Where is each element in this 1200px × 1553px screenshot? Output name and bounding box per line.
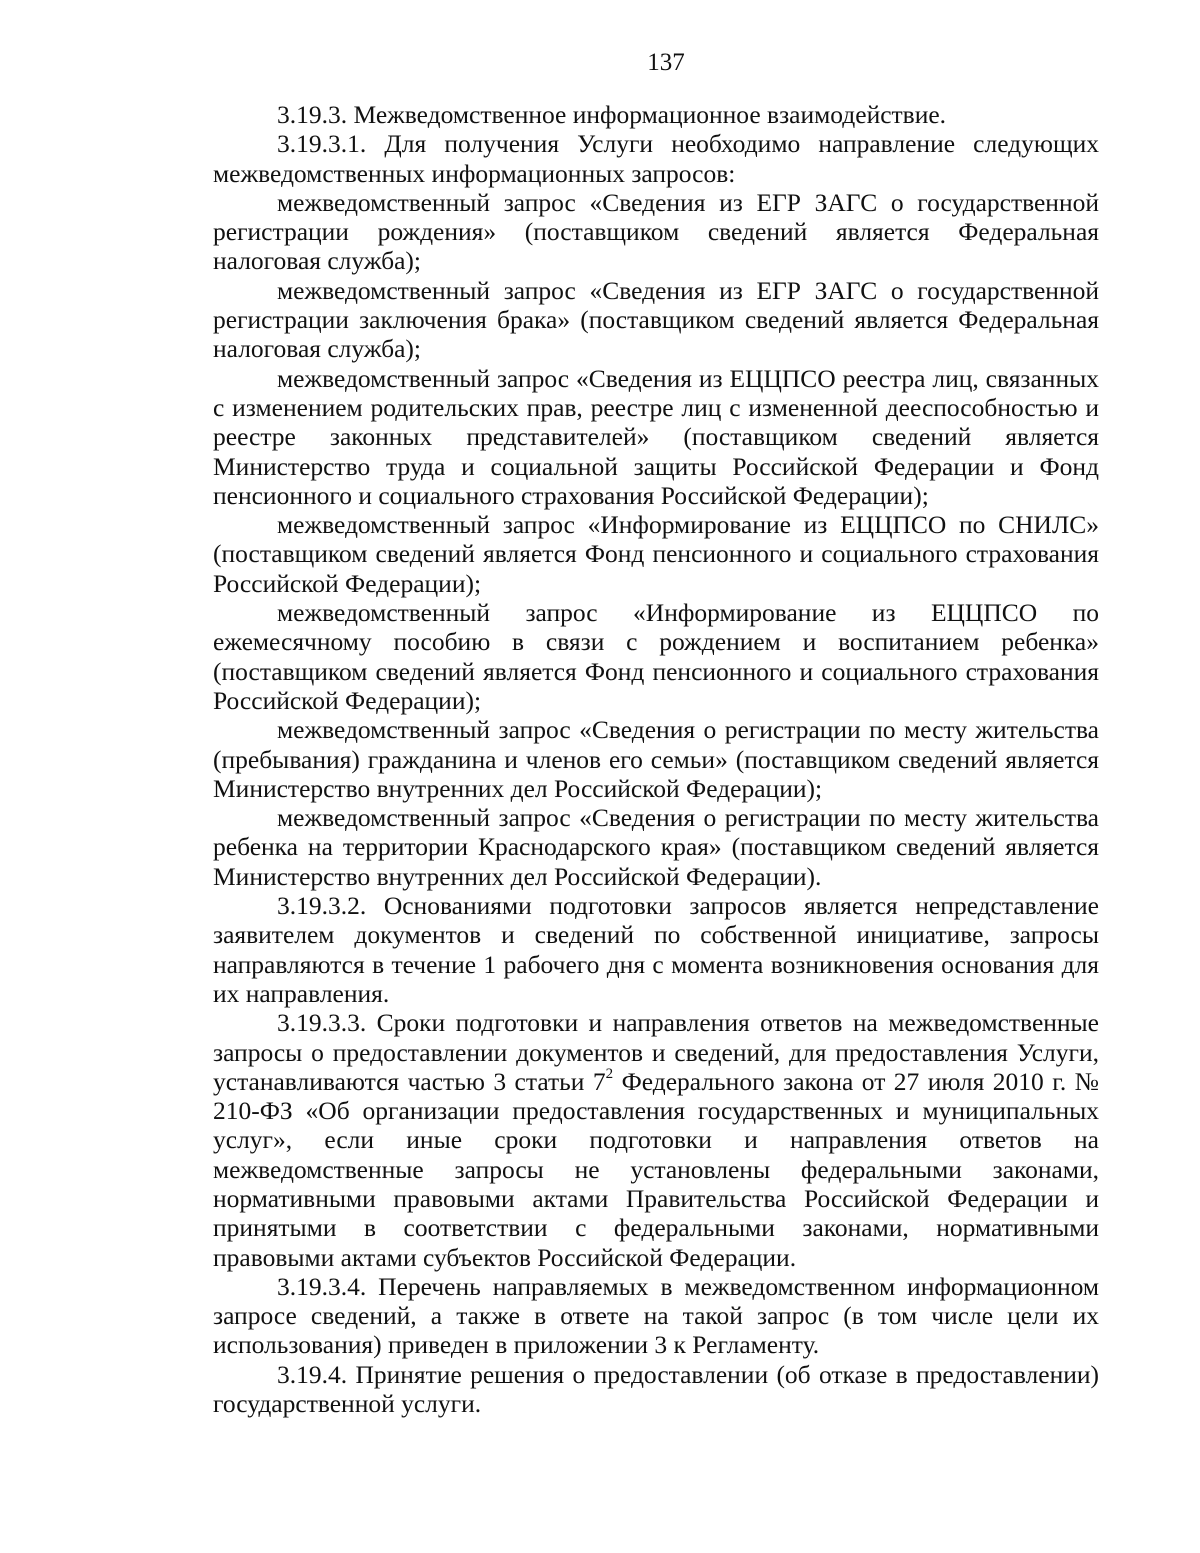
paragraph-3-19-3-4: 3.19.3.4. Перечень направляемых в межведомственном информационном запросе сведений, а также в ответе на такой запрос (в том числе цели их использования) приведен в приложении 3 к Регламенту.: [213, 1271, 1099, 1360]
page-number: 137: [647, 49, 685, 76]
section-heading-3-19-3: 3.19.3. Межведомственное информационное взаимодействие.: [277, 100, 947, 129]
article-superscript: 2: [605, 1066, 614, 1083]
paragraph-3-19-3-3: [213, 1008, 1099, 1272]
request-item-residence-family: межведомственный запрос «Сведения о регистрации по месту жительства (пребывания) гражданина и членов его семьи» (поставщиком сведений является Министерство внутренних дел Российской Федерации);: [213, 715, 1099, 803]
paragraph-3-19-3-2: 3.19.3.2. Основаниями подготовки запросов является непредставление заявителем документов и сведений по собственной инициативе, запросы направляются в течение 1 рабочего дня с момента возникновения основания для их направления.: [213, 891, 1099, 1008]
request-item-birth-registration: межведомственный запрос «Сведения из ЕГР ЗАГС о государственной регистрации рождения» (поставщиком сведений является Федеральная налоговая служба);: [213, 187, 1099, 276]
request-item-snils: межведомственный запрос «Информирование из ЕЦЦПСО по СНИЛС» (поставщиком сведений является Фонд пенсионного и социального страхования Российской Федерации);: [213, 510, 1099, 598]
paragraph-3-19-3-3-text-end: Федерального закона от 27 июля 2010 г. № 210-ФЗ «Об организации предоставления государственных и муниципальных услуг», если иные сроки подготовки и направления ответов на межведомственные запросы не установлены федеральными законами, нормативными правовыми актами Правительства Российской Федерации и принятыми в соответствии с федеральными законами, нормативными правовыми актами субъектов Российской Федерации.: [213, 1066, 1099, 1272]
paragraph-3-19-3-1: 3.19.3.1. Для получения Услуги необходимо направление следующих межведомственных информационных запросов:: [213, 129, 1099, 188]
request-item-monthly-allowance: межведомственный запрос «Информирование из ЕЦЦПСО по ежемесячному пособию в связи с рождением и воспитанием ребенка» (поставщиком сведений является Фонд пенсионного и социального страхования Российской Федерации);: [213, 598, 1099, 715]
request-item-residence-child: межведомственный запрос «Сведения о регистрации по месту жительства ребенка на территории Краснодарского края» (поставщиком сведений является Министерство внутренних дел Российской Федерации).: [213, 803, 1099, 891]
request-item-marriage-registration: межведомственный запрос «Сведения из ЕГР ЗАГС о государственной регистрации заключения брака» (поставщиком сведений является Федеральная налоговая служба);: [213, 275, 1099, 364]
request-item-parental-rights-registry: межведомственный запрос «Сведения из ЕЦЦПСО реестра лиц, связанных с изменением родительских прав, реестре лиц с измененной дееспособностью и реестре законных представителей» (поставщиком сведений является Министерство труда и социальной защиты Российской Федерации и Фонд пенсионного и социального страхования Российской Федерации);: [213, 363, 1099, 510]
paragraph-3-19-3-3-text-start: 3.19.3.3. Сроки подготовки и направления ответов на межведомственные запросы о предоставлении документов и сведений, для предоставления Услуги, устанавливаются частью 3 статьи 7: [213, 1008, 1099, 1096]
document-page: [213, 48, 1099, 1418]
section-heading-3-19-4: 3.19.4. Принятие решения о предоставлении (об отказе в предоставлении) государственной услуги.: [213, 1359, 1099, 1419]
